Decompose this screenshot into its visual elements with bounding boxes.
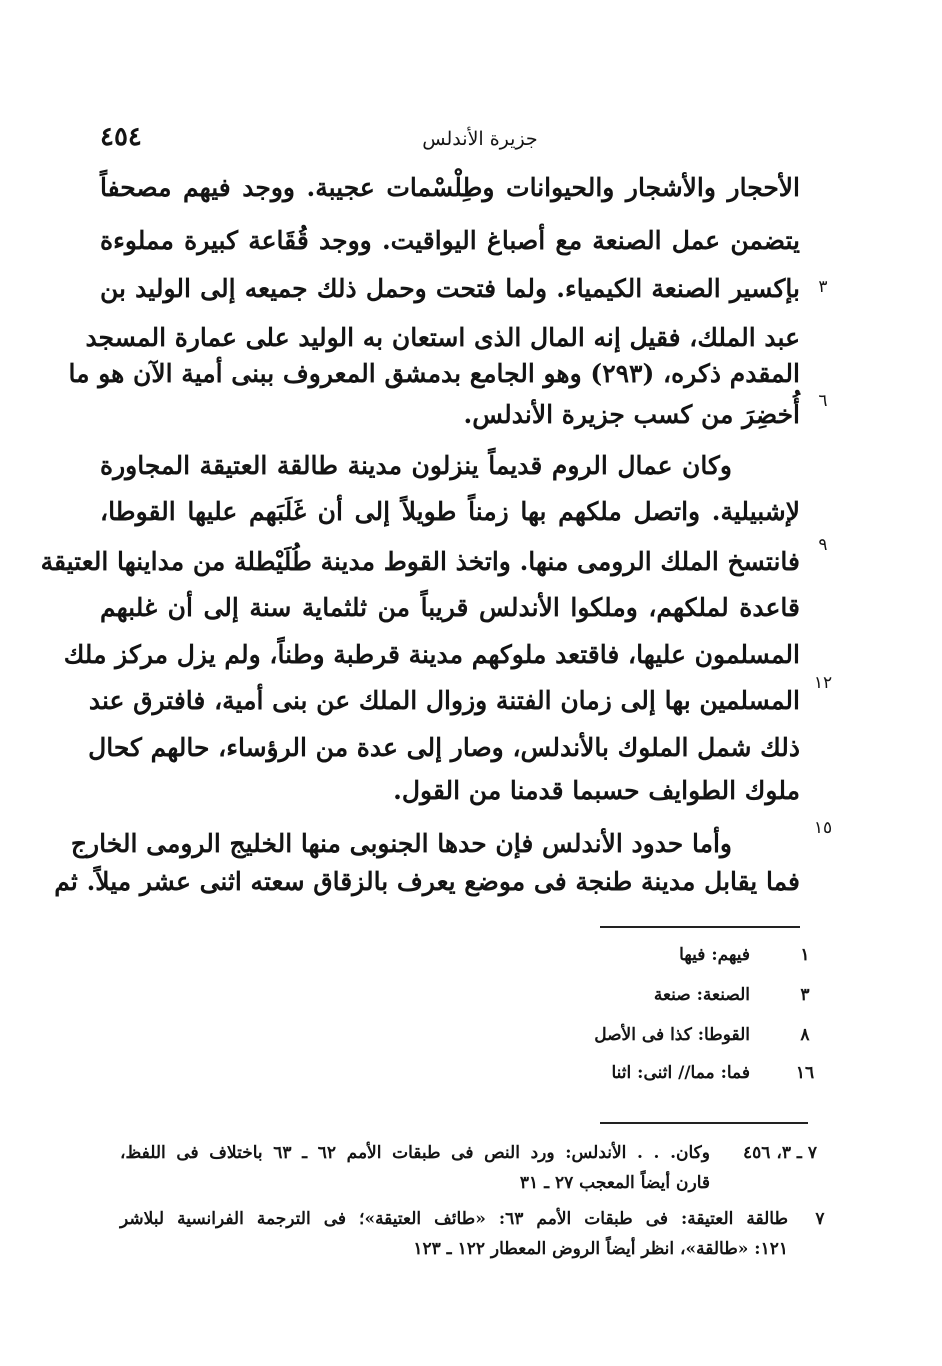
text-line: المسلمون عليها، فاقتعد ملوكهم مدينة قرطبة وطناً، ولم يزل مركز ملك [63,640,800,669]
note-line: طالقة العتيقة: فى طبقات الأمم ٦٣: «طائف العتيقة»؛ فى الترجمة الفرانسية لبلاشر [120,1209,788,1229]
variant-text: القوطا: كذا فى الأصل [594,1025,750,1045]
source-note [120,1204,840,1264]
variant-text: فما: مما// اثنى: اثنا [611,1063,750,1083]
note-body [120,1204,788,1264]
text-line: أُخضِرَ من كسب جزيرة الأندلس. [463,400,800,429]
text-line: فانتسخ الملك الرومى منها. واتخذ القوط مدينة طُلَيْطلة من مداينها العتيقة [40,547,800,576]
variant-number: ١ [800,945,810,965]
line-number: ٦ [818,391,828,411]
text-line: ملوك الطوايف حسبما قدمنا من القول. [393,776,800,805]
notes-rule [600,1122,808,1124]
text-line: لإشبيلية. واتصل ملكهم بها زمناً طويلاً إلى أن غَلَبَهم عليها القوطا، [100,497,800,526]
note-body [120,1138,710,1198]
variant-number: ١٦ [795,1063,815,1083]
variant-number: ٣ [800,985,810,1005]
note-line: ١٢١: «طالقة»، انظر أيضاً الروض المعطار ١٢٢ ـ ١٢٣ [413,1239,788,1259]
text-line: المقدم ذكره، (٢٩٣) وهو الجامع بدمشق المعروف ببنى أمية الآن هو ما [68,359,800,388]
variant-entry [480,1058,820,1088]
text-line: وأما حدود الأندلس فإن حدها الجنوبى منها الخليج الرومى الخارج [70,829,732,858]
variant-entry [480,980,820,1010]
note-line: وكان. . . الأندلس: ورد النص فى طبقات الأمم ٦٢ ـ ٦٣ باختلاف فى اللفظ، [120,1143,710,1163]
page-header [100,122,800,158]
note-line: قارن أيضاً المعجب ٢٧ ـ ٣١ [519,1173,710,1193]
text-line: وكان عمال الروم قديماً ينزلون مدينة طالقة العتيقة المجاورة [100,451,732,480]
text-line: ذلك شمل الملوك بالأندلس، وصار إلى عدة من الرؤساء، حالهم كحال [88,733,800,762]
text-line: الأحجار والأشجار والحيوانات وطِلْسْمات عجيبة. ووجد فيهم مصحفاً [100,173,800,202]
text-line: بإكسير الصنعة الكيمياء. ولما فتحت وحمل ذلك جميعه إلى الوليد بن [100,274,800,303]
text-line: فما يقابل مدينة طنجة فى موضع يعرف بالزقاق سعته اثنى عشر ميلاً. ثم [54,867,800,896]
page-number: ٤٥٤ [100,122,142,152]
variant-entry [480,940,820,970]
source-note [120,1138,840,1198]
variants-rule [600,926,800,928]
line-number: ٣ [818,277,828,297]
note-number: ٧ ـ ٣، ٤٥٦ [743,1143,817,1163]
text-line: المسلمين بها إلى زمان الفتنة وزوال الملك عن بنى أمية، فافترق عند [88,686,800,715]
line-number: ٩ [818,535,828,555]
line-number: ١٥ [813,818,833,838]
line-number: ١٢ [813,673,833,693]
note-number: ٧ [815,1209,825,1229]
text-line: قاعدة لملكهم، وملكوا الأندلس قريباً من ثلثماية سنة إلى أن غلبهم [100,593,800,622]
variant-number: ٨ [800,1025,810,1045]
variant-entry [480,1020,820,1050]
text-line: عبد الملك، فقيل إنه المال الذى استعان به الوليد على عمارة المسجد [85,323,800,352]
variant-text: الصنعة: صنعة [653,985,750,1005]
text-line: يتضمن عمل الصنعة مع أصباغ اليواقيت. ووجد قُقَاعة كبيرة مملوءة [100,226,800,255]
variant-text: فيهم: فيها [679,945,750,965]
running-title: جزيرة الأندلس [422,128,538,150]
